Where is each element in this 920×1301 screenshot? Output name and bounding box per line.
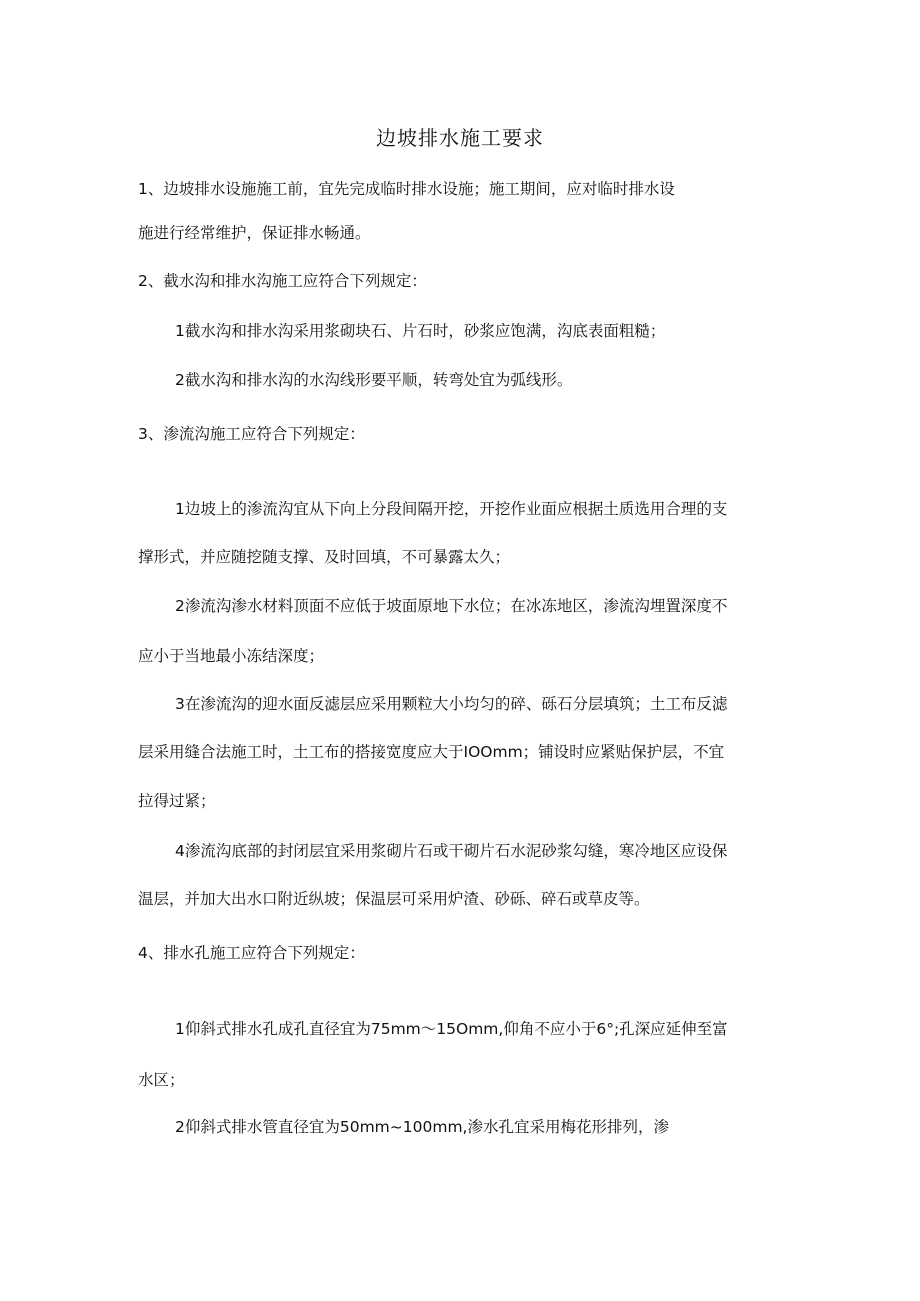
- paragraph-line: 4、排水孔施工应符合下列规定：: [138, 944, 365, 962]
- paragraph-line: 撑形式，并应随挖随支撑、及时回填，不可暴露太久；: [138, 548, 511, 566]
- paragraph-line: 2、截水沟和排水沟施工应符合下列规定：: [138, 272, 427, 290]
- paragraph-line: 2仰斜式排水管直径宜为50mm~100mm,渗水孔宜采用梅花形排列，渗: [175, 1118, 669, 1136]
- paragraph-line: 2截水沟和排水沟的水沟线形要平顺，转弯处宜为弧线形。: [175, 371, 573, 389]
- paragraph-line: 2渗流沟渗水材料顶面不应低于坡面原地下水位；在冰冻地区，渗流沟埋置深度不: [175, 597, 728, 615]
- paragraph-line: 1边坡上的渗流沟宜从下向上分段间隔开挖，开挖作业面应根据土质选用合理的支: [175, 500, 728, 518]
- paragraph-line: 拉得过紧；: [138, 792, 216, 810]
- document-title: 边坡排水施工要求: [376, 126, 544, 150]
- paragraph-line: 层采用缝合法施工时，土工布的搭接宽度应大于IOOmm；铺设时应紧贴保护层，不宜: [138, 743, 725, 761]
- paragraph-line: 3、渗流沟施工应符合下列规定：: [138, 425, 365, 443]
- paragraph-line: 温层，并加大出水口附近纵坡；保温层可采用炉渣、砂砾、碎石或草皮等。: [138, 890, 650, 908]
- paragraph-line: 1截水沟和排水沟采用浆砌块石、片石时，砂浆应饱满，沟底表面粗糙；: [175, 322, 666, 340]
- paragraph-line: 4渗流沟底部的封闭层宜采用浆砌片石或干砌片石水泥砂浆勾缝，寒冷地区应设保: [175, 842, 728, 860]
- paragraph-line: 水区；: [138, 1071, 185, 1089]
- paragraph-line: 施进行经常维护，保证排水畅通。: [138, 224, 371, 242]
- paragraph-line: 1、边坡排水设施施工前，宜先完成临时排水设施；施工期间，应对临时排水设: [138, 180, 675, 198]
- paragraph-line: 应小于当地最小冻结深度；: [138, 647, 325, 665]
- paragraph-line: 3在渗流沟的迎水面反滤层应采用颗粒大小均匀的碎、砾石分层填筑；土工布反滤: [175, 695, 728, 713]
- paragraph-line: 1仰斜式排水孔成孔直径宜为75mm～15Omm,仰角不应小于6°;孔深应延伸至富: [175, 1020, 728, 1038]
